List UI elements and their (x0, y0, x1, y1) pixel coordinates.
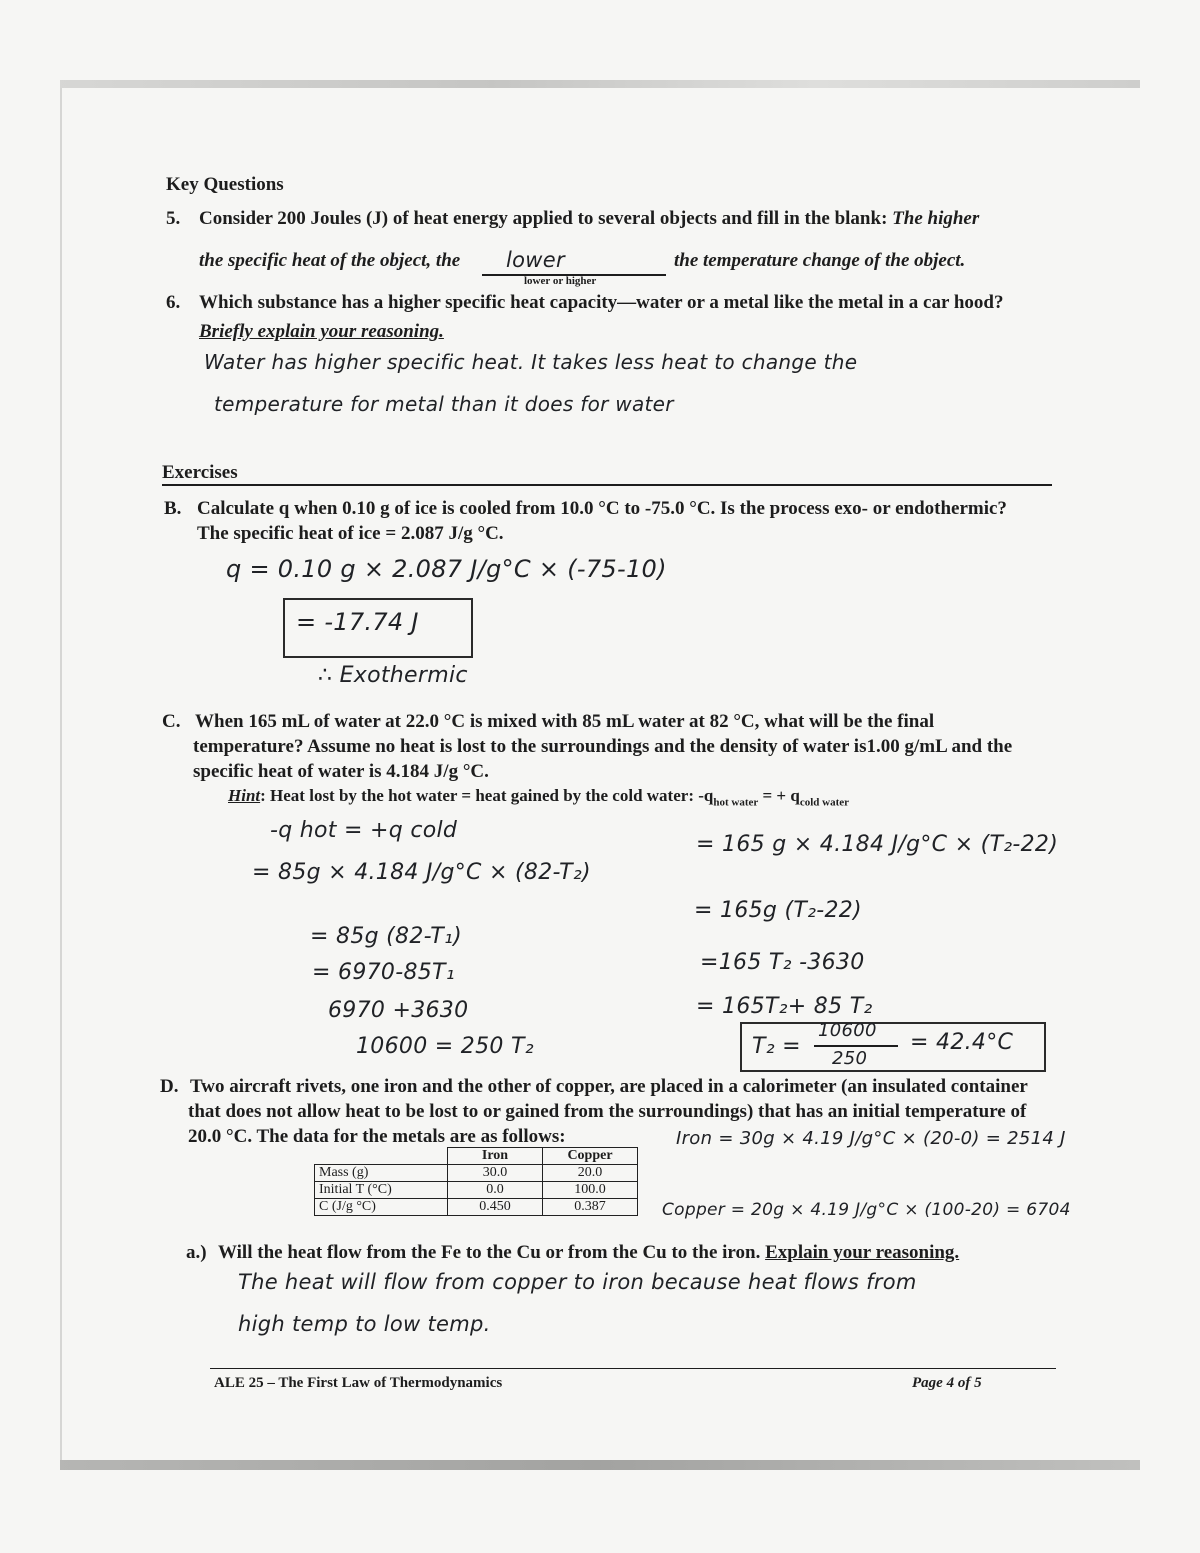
footer-page-number: Page 4 of 5 (912, 1375, 982, 1391)
d-side-work2: Copper = 20g × 4.19 J/g°C × (100-20) = 6704 (662, 1200, 1071, 1220)
exercise-c-line3: specific heat of water is 4.184 J/g °C. (193, 761, 489, 782)
key-questions-heading: Key Questions (166, 174, 284, 195)
cell-copper: 20.0 (543, 1165, 638, 1182)
part-a-answer-line2: high temp to low temp. (238, 1312, 491, 1336)
table-header-iron: Iron (448, 1148, 543, 1165)
c-work-8: = 165T₂+ 85 T₂ (696, 994, 873, 1019)
q5-hint: lower or higher (524, 275, 597, 287)
c-work-10: T₂ = (752, 1034, 801, 1059)
c-work-13: = 42.4°C (910, 1030, 1014, 1055)
exercise-c-line1: When 165 mL of water at 22.0 °C is mixed with 85 mL water at 82 °C, what will be the final (195, 711, 935, 732)
scan-edge-bottom (60, 1460, 1140, 1470)
cell-iron: 0.450 (448, 1199, 543, 1216)
part-a-text: Will the heat flow from the Fe to the Cu or from the Cu to the iron. Explain your reasoning. (218, 1242, 960, 1263)
c-work-12: 250 (832, 1048, 868, 1069)
c-fraction-bar (814, 1045, 898, 1047)
table-header-row (315, 1148, 638, 1165)
q6-prompt: Briefly explain your reasoning. (199, 321, 444, 342)
scan-edge-top (60, 80, 1140, 88)
q5-answer: lower (506, 248, 565, 272)
exercise-b-work1: q = 0.10 g × 2.087 J/g°C × (-75-10) (226, 555, 667, 583)
c-work-0: -q hot = +q cold (270, 818, 458, 843)
d-side-work1: Iron = 30g × 4.19 J/g°C × (20-0) = 2514 J (676, 1128, 1066, 1149)
footer-rule (210, 1368, 1056, 1369)
q5-text: Consider 200 Joules (J) of heat energy applied to several objects and fill in the blank: The higher (199, 208, 980, 229)
exercises-heading: Exercises (162, 462, 238, 483)
metals-data-table (314, 1147, 638, 1216)
row-label: Mass (g) (315, 1165, 448, 1182)
q6-answer-line2: temperature for metal than it does for water (214, 392, 674, 416)
exercise-c-line2: temperature? Assume no heat is lost to the surroundings and the density of water is1.00 g/mL and the (193, 736, 1013, 757)
exercise-c-label: C. (162, 711, 181, 732)
c-work-5: = 6970-85T₁ (312, 960, 455, 985)
cell-iron: 0.0 (448, 1182, 543, 1199)
exercise-d-label: D. (160, 1076, 179, 1097)
q5-italic-b: the specific heat of the object, the (199, 250, 461, 271)
q6-answer-line1: Water has higher specific heat. It takes less heat to change the (204, 350, 858, 374)
cell-copper: 0.387 (543, 1199, 638, 1216)
row-label: Initial T (°C) (315, 1182, 448, 1199)
c-work-3: = 85g (82-T₁) (310, 924, 463, 949)
part-a-label: a.) (186, 1242, 207, 1263)
c-work-4: = 165g (T₂-22) (694, 898, 862, 923)
c-work-11: 10600 (818, 1020, 877, 1041)
table-row (315, 1182, 638, 1199)
table-header-copper: Copper (543, 1148, 638, 1165)
c-work-9: 10600 = 250 T₂ (356, 1034, 534, 1059)
q5-italic-c: the temperature change of the object. (674, 250, 966, 271)
exercise-c-hint: Hint: Heat lost by the hot water = heat gained by the cold water: $-q_{hot water}$ = + $q_{cold water}$ (228, 786, 850, 809)
part-a-answer-line1: The heat will flow from copper to iron because heat flows from (238, 1270, 917, 1294)
table-row (315, 1199, 638, 1216)
exercise-b-line2: The specific heat of ice = 2.087 J/g °C. (197, 523, 504, 544)
exercises-rule (162, 484, 1052, 486)
exercise-b-label: B. (164, 498, 182, 519)
c-work-2: = 165 g × 4.184 J/g°C × (T₂-22) (696, 832, 1059, 857)
footer-title: ALE 25 – The First Law of Thermodynamics (214, 1375, 503, 1391)
table-corner-cell (315, 1148, 448, 1165)
exercise-d-line2: that does not allow heat to be lost to or gained from the surroundings) that has an initial temperature of (188, 1101, 1027, 1122)
exercise-d-line1: Two aircraft rivets, one iron and the other of copper, are placed in a calorimeter (an insulated container (190, 1076, 1028, 1097)
q6-number: 6. (166, 292, 181, 313)
scan-edge-left (60, 88, 62, 1460)
exercise-b-line1: Calculate q when 0.10 g of ice is cooled from 10.0 °C to -75.0 °C. Is the process exo- or endothermic? (197, 498, 1007, 519)
q6-text: Which substance has a higher specific heat capacity—water or a metal like the metal in a car hood? (199, 292, 1004, 313)
table-row (315, 1165, 638, 1182)
cell-iron: 30.0 (448, 1165, 543, 1182)
c-work-7: 6970 +3630 (328, 998, 469, 1023)
c-work-1: = 85g × 4.184 J/g°C × (82-T₂) (252, 860, 591, 885)
q5-number: 5. (166, 208, 181, 229)
row-label: C (J/g °C) (315, 1199, 448, 1216)
cell-copper: 100.0 (543, 1182, 638, 1199)
exercise-d-line3: 20.0 °C. The data for the metals are as follows: (188, 1126, 566, 1147)
c-work-6: =165 T₂ -3630 (700, 950, 865, 975)
exercise-b-work2: = -17.74 J (296, 608, 419, 636)
exercise-b-work3: ∴ Exothermic (318, 663, 468, 688)
